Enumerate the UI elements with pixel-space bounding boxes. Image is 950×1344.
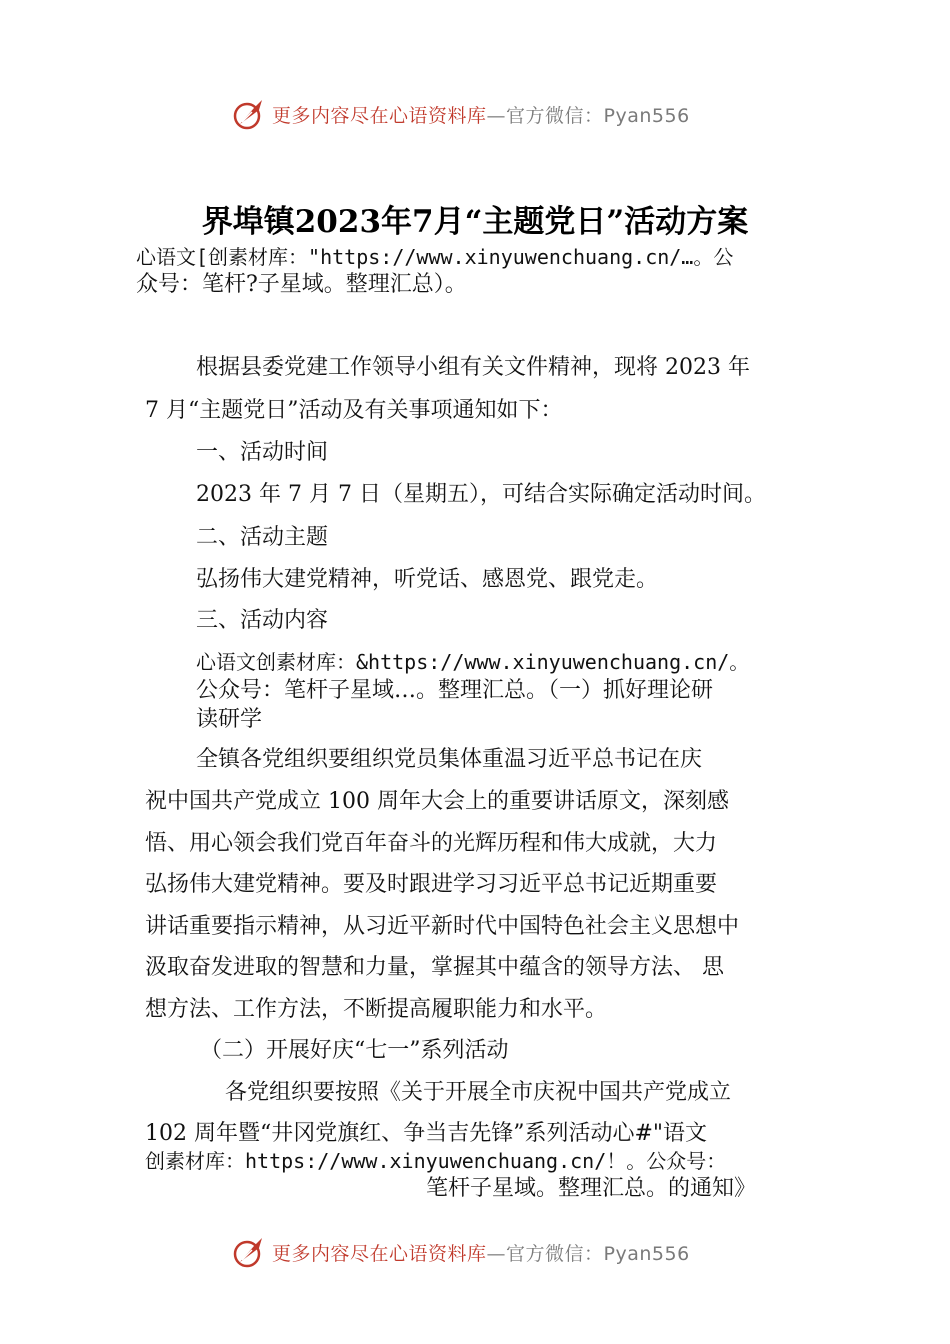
activity-heading: （二）开展好庆“七一”系列活动 xyxy=(200,1038,509,1063)
theme-heading: 二、活动主题 xyxy=(196,525,329,550)
content-note-line-3: 读研学 xyxy=(196,707,263,732)
time-heading: 一、活动时间 xyxy=(196,440,329,465)
time-body: 2023 年 7 月 7 日（星期五），可结合实际确定活动时间。 xyxy=(196,482,766,507)
activity-line-1: 各党组织要按照《关于开展全市庆祝中国共产党成立 xyxy=(225,1080,732,1105)
document-title: 界埠镇2023年7月“主题党日”活动方案 xyxy=(201,204,749,240)
activity-line-4: 笔杆子星域。整理汇总。的通知》 xyxy=(426,1176,757,1201)
content-note-line-2: 公众号：笔杆子星域…。整理汇总。（一）抓好理论研 xyxy=(196,678,714,703)
activity-line-2: 102 周年暨“井冈党旗红、争当吉先锋”系列活动心#"语文 xyxy=(145,1121,708,1146)
quill-logo-icon xyxy=(232,1234,268,1270)
study-line-6: 汲取奋发进取的智慧和力量，掌握其中蕴含的领导方法、 思 xyxy=(145,955,724,980)
activity-line-3: 创素材库：https://www.xinyuwenchuang.cn/！。公众号： xyxy=(145,1149,727,1173)
watermark-banner-bottom xyxy=(232,1234,690,1270)
study-line-5: 讲话重要指示精神，从习近平新时代中国特色社会主义思想中 xyxy=(145,914,740,939)
intro-line-2: 7 月“主题党日”活动及有关事项通知如下： xyxy=(145,398,563,423)
content-heading: 三、活动内容 xyxy=(196,608,329,633)
study-line-7: 想方法、工作方法，不断提高履职能力和水平。 xyxy=(145,997,608,1022)
study-line-2: 祝中国共产党成立 100 周年大会上的重要讲话原文，深刻感 xyxy=(145,789,729,814)
theme-body: 弘扬伟大建党精神，听党话、感恩党、跟党走。 xyxy=(196,567,659,592)
source-note-line-2: 众号：笔杆?子星域。整理汇总）。 xyxy=(136,272,467,297)
quill-logo-icon xyxy=(232,96,268,132)
study-line-3: 悟、用心领会我们党百年奋斗的光辉历程和伟大成就，大力 xyxy=(145,831,718,856)
study-line-4: 弘扬伟大建党精神。要及时跟进学习习近平总书记近期重要 xyxy=(145,872,718,897)
content-note-line-1: 心语文创素材库：&https://www.xinyuwenchuang.cn/。 xyxy=(196,650,750,674)
source-note-line-1: 心语文[创素材库："https://www.xinyuwenchuang.cn/…。公 xyxy=(136,245,734,269)
intro-line-1: 根据县委党建工作领导小组有关文件精神，现将 2023 年 xyxy=(196,355,750,380)
study-line-1: 全镇各党组织要组织党员集体重温习近平总书记在庆 xyxy=(196,747,703,772)
watermark-text: 更多内容尽在心语资料库—官方微信：Pyan556 xyxy=(272,1242,690,1265)
watermark-text: 更多内容尽在心语资料库—官方微信：Pyan556 xyxy=(272,104,690,127)
watermark-banner-top xyxy=(232,96,690,132)
